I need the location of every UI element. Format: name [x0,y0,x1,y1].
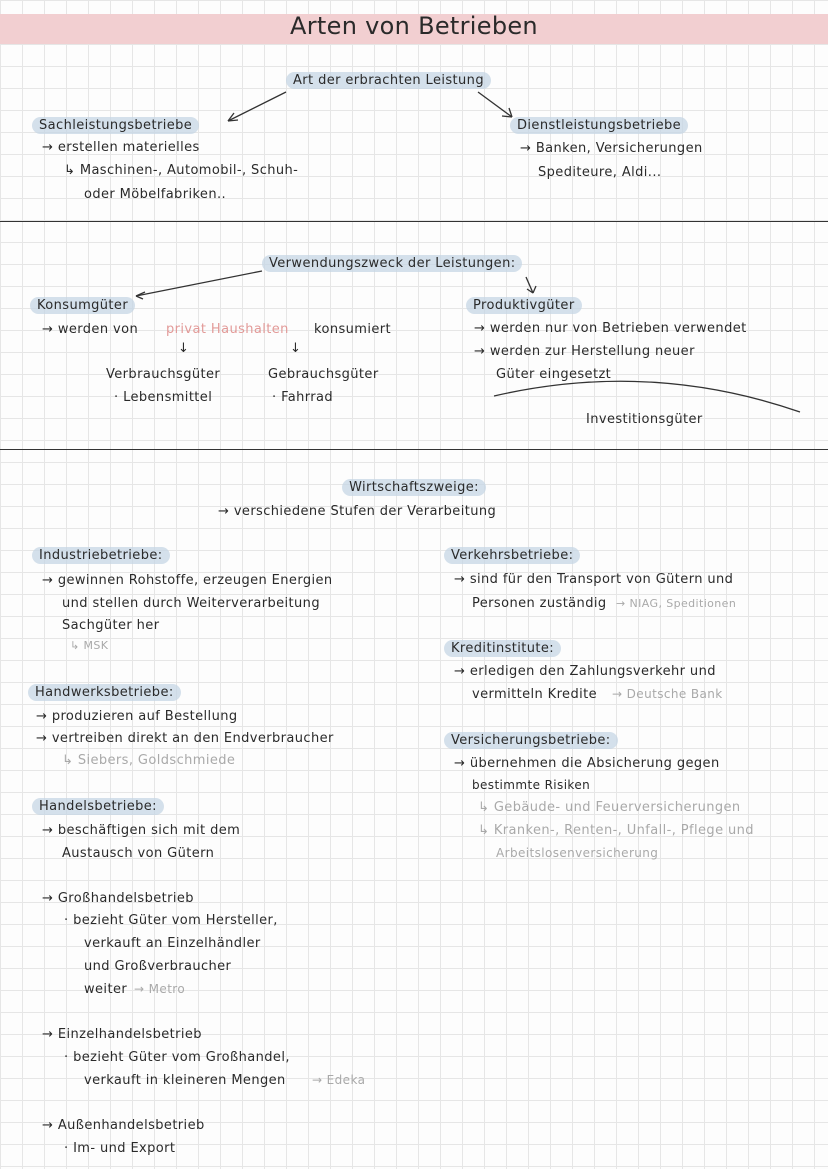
einzelhandel-title: → Einzelhandelsbetrieb [42,1027,202,1042]
sec2-heading: Verwendungszweck der Leistungen: [262,255,522,272]
dienstleistung-title: Dienstleistungsbetriebe [510,117,688,134]
verkehr-line1: → sind für den Transport von Gütern und [454,572,734,587]
versicherung-line2: bestimmte Risiken [472,778,591,792]
produktivgueter-line3: Güter eingesetzt [496,367,612,382]
grosshandel-line2: verkauft an Einzelhändler [84,936,261,951]
handwerk-title: Handwerksbetriebe: [28,684,181,701]
verkehr-title: Verkehrsbetriebe: [444,547,580,564]
investitionsgueter-label: Investitionsgüter [586,412,703,427]
divider-2 [0,449,828,450]
kredit-title: Kreditinstitute: [444,640,561,657]
industrie-line2: und stellen durch Weiterverarbeitung [62,596,320,611]
gebrauchsgueter-title: Gebrauchsgüter [268,367,379,382]
einzelhandel-line1: · bezieht Güter vom Großhandel, [64,1050,290,1065]
page-title: Arten von Betrieben [290,12,538,40]
grosshandel-title: → Großhandelsbetrieb [42,891,194,906]
einzelhandel-example: → Edeka [312,1073,366,1087]
dienstleistung-line1: → Banken, Versicherungen [520,141,703,156]
verbrauchsgueter-title: Verbrauchsgüter [106,367,221,382]
aussenhandel-line1: · Im- und Export [64,1141,176,1156]
aussenhandel-title: → Außenhandelsbetrieb [42,1118,205,1133]
handwerk-line2: → vertreiben direkt an den Endverbraucher [36,731,334,746]
handel-line1: → beschäftigen sich mit dem [42,823,241,838]
kredit-example: → Deutsche Bank [612,687,723,701]
einzelhandel-line2: verkauft in kleineren Mengen [84,1073,286,1088]
verkehr-example: → NIAG, Speditionen [616,597,737,610]
arrow-to-dienstleistung [478,92,512,117]
sec1-heading: Art der erbrachten Leistung [286,72,491,89]
sachleistung-line1: → erstellen materielles [42,140,200,155]
konsumgueter-line-b: konsumiert [314,322,391,337]
arrow-to-sachleistung [228,92,286,121]
handel-line2: Austausch von Gütern [62,846,215,861]
handwerk-example: ↳ Siebers, Goldschmiede [62,753,236,768]
sachleistung-line3: oder Möbelfabriken.. [84,187,227,202]
produktivgueter-line2: → werden zur Herstellung neuer [474,344,695,359]
versicherung-example3: Arbeitslosenversicherung [496,846,659,860]
grosshandel-line3: und Großverbraucher [84,959,232,974]
sec3-subheading: → verschiedene Stufen der Verarbeitung [218,504,497,519]
down-arrow-1: ↓ [178,341,190,356]
sec3-heading: Wirtschaftszweige: [342,479,486,496]
konsumgueter-line-a: → werden von [42,322,139,337]
grosshandel-example: → Metro [134,982,186,996]
versicherung-line1: → übernehmen die Absicherung gegen [454,756,720,771]
verkehr-line2: Personen zuständig [472,596,607,611]
versicherung-title: Versicherungsbetriebe: [444,732,618,749]
industrie-line1: → gewinnen Rohstoffe, erzeugen Energien [42,573,333,588]
konsumgueter-title: Konsumgüter [30,297,135,314]
grosshandel-line4: weiter [84,982,128,997]
divider-1 [0,221,828,222]
arrow-to-konsumgueter [136,271,262,296]
versicherung-example2: ↳ Kranken-, Renten-, Unfall-, Pflege und [478,823,754,838]
sec3-heading-row [0,480,828,495]
konsumgueter-line-red: privat Haushalten [166,322,289,337]
kredit-line2: vermitteln Kredite [472,687,597,702]
handel-title: Handelsbetriebe: [32,798,164,815]
produktivgueter-title: Produktivgüter [466,297,582,314]
gebrauchsgueter-example: · Fahrrad [272,390,334,405]
investition-bracket-curve [494,381,800,412]
kredit-line1: → erledigen den Zahlungsverkehr und [454,664,716,679]
industrie-line3: Sachgüter her [62,618,160,633]
sachleistung-line2: ↳ Maschinen-, Automobil-, Schuh- [64,163,299,178]
handwerk-line1: → produzieren auf Bestellung [36,709,238,724]
produktivgueter-line1: → werden nur von Betrieben verwendet [474,321,747,336]
grosshandel-line1: · bezieht Güter vom Hersteller, [64,913,278,928]
dienstleistung-line2: Spediteure, Aldi... [538,165,662,180]
industrie-title: Industriebetriebe: [32,547,170,564]
down-arrow-2: ↓ [290,341,302,356]
versicherung-example1: ↳ Gebäude- und Feuerversicherungen [478,800,741,815]
sachleistung-title: Sachleistungsbetriebe [32,117,199,134]
industrie-example: ↳ MSK [70,639,109,652]
verbrauchsgueter-example: · Lebensmittel [114,390,213,405]
